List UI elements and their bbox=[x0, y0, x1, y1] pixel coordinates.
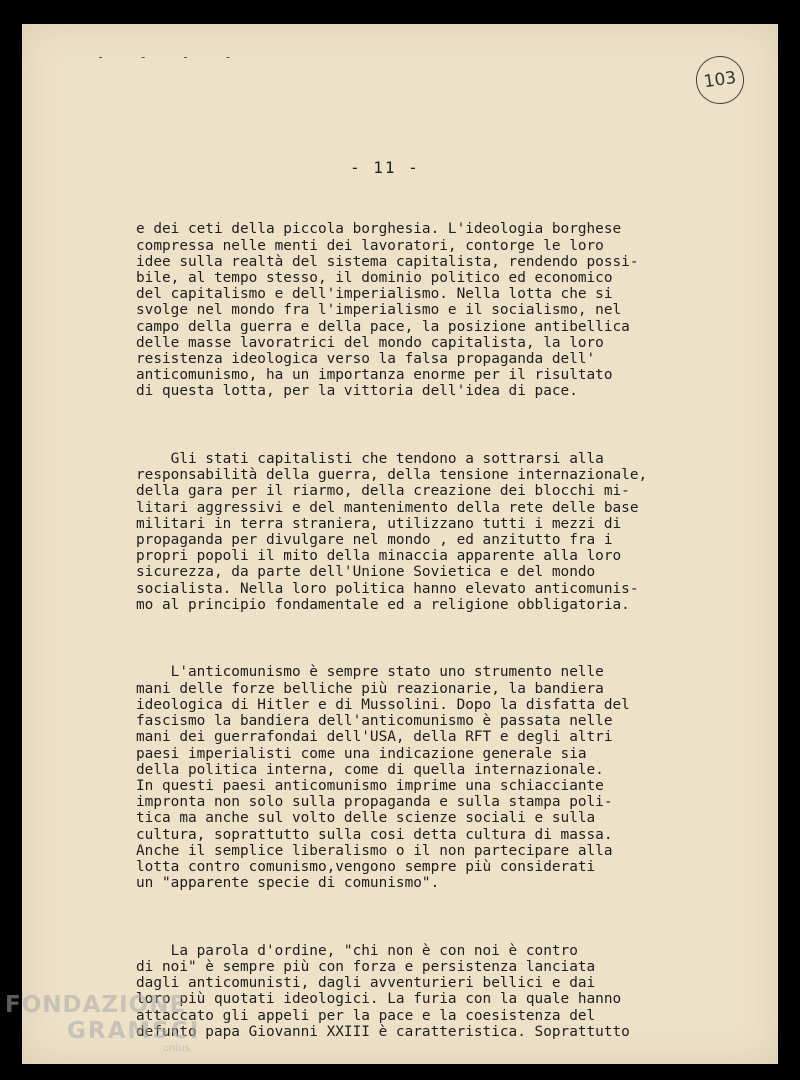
paragraph-2: Gli stati capitalisti che tendono a sottrarsi alla responsabilità della guerra, della tensione internazionale, della gara per il riarmo, della creazione dei blocchi mi- litari aggressivi e del mantenimento della rete delle base militari in terra straniera, utilizzano tutti i mezzi di propaganda per divulgare nel mondo , ed anzitutto fra i propri popoli il mito della minaccia apparente alla loro sicurezza, da parte dell'Unione Sovietica e del mondo socialista. Nella loro politica hanno elevato anticomunis- mo al principio fondamentale ed a religione obbligatoria. bbox=[136, 451, 648, 613]
paragraph-3: L'anticomunismo è sempre stato uno strumento nelle mani delle forze belliche più reazionarie, la bandiera ideologica di Hitler e di Mussolini. Dopo la disfatta del fascismo la bandiera dell'anticomunismo è passata nelle mani dei guerrafondai dell'USA, della RFT e degli altri paesi imperialisti come una indicazione generale sia della politica interna, come di quella internazionale. In questi paesi anticomunismo imprime una schiacciante impronta non solo sulla propaganda e sulla stampa poli- tica ma anche sul volto delle scienze sociali e sulla cultura, soprattutto sulla cosi detta cultura di massa. Anche il semplice liberalismo o il non partecipare alla lotta contro comunismo,vengono sempre più considerati un "apparente specie di comunismo". bbox=[136, 664, 630, 892]
paragraph-4: La parola d'ordine, "chi non è con noi è contro di noi" è sempre più con forza e persistenza lanciata dagli anticomunisti, dagli avventurieri bellici e dai loro più quotati ideologici. La furia con la quale hanno attaccato gli appeli per la pace e la coesistenza del defunto papa Giovanni XXIII è caratteristica. Soprattutto bbox=[136, 942, 630, 1040]
watermark-line-1: FONDAZIONE bbox=[5, 992, 187, 1018]
header-marks: - - - - bbox=[97, 50, 246, 64]
watermark-line-2: GRAMSCI bbox=[67, 1018, 201, 1044]
watermark-sub: onlus bbox=[163, 1043, 190, 1054]
body-text bbox=[136, 189, 736, 1056]
page-number: - 11 - bbox=[350, 158, 420, 177]
paragraph-1: e dei ceti della piccola borghesia. L'ideologia borghese compressa nelle menti dei lavoratori, contorge le loro idee sulla realtà del sistema capitalista, rendendo possi- bile, al tempo stesso, il dominio politico ed economico del capitalismo e dell'imperialismo. Nella lotta che si svolge nel mondo fra l'imperialismo e il socialismo, nel campo della guerra e della pace, la posizione antibellica delle masse lavoratrici del mondo capitalista, la loro resistenza ideologica verso la falsa propaganda dell' anticomunismo, ha un importanza enorme per il risultato di questa lotta, per la vittoria dell'idea di pace. bbox=[136, 221, 639, 400]
fondazione-gramsci-watermark bbox=[5, 992, 200, 1054]
archive-stamp: 103 bbox=[693, 53, 747, 107]
